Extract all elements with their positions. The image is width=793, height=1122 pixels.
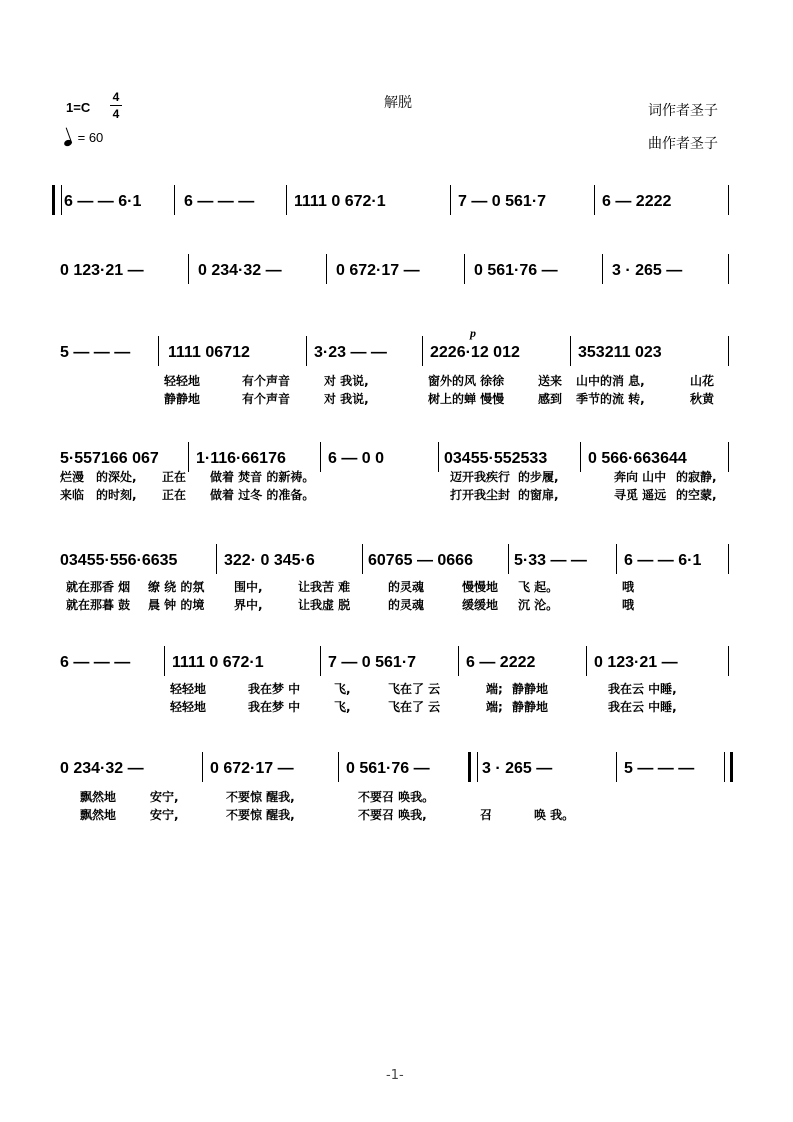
measure: 5 — — — <box>60 344 131 361</box>
lyric: 轻轻地 <box>170 700 207 714</box>
barline <box>602 254 603 284</box>
lyric: 轻轻地 <box>164 374 201 388</box>
measure: 5 — — — <box>624 760 695 777</box>
barline <box>728 185 729 215</box>
score-row-2 <box>58 262 730 292</box>
measure: 1·116·66176 <box>196 450 286 467</box>
lyric: 让我苦 难 <box>298 580 351 594</box>
lyric: 围中, <box>234 580 263 594</box>
lyric: 的步履, <box>518 470 559 484</box>
lyricist-credit: 词作者圣子 <box>648 103 718 119</box>
lyric: 有个声音 <box>242 392 291 406</box>
measure: 60765 — 0666 <box>368 552 473 569</box>
barline <box>362 544 363 574</box>
measure: 0 672·17 — <box>336 262 420 279</box>
lyric: 我在云 中睡, <box>608 682 677 696</box>
measure: 0 566·663644 <box>588 450 687 467</box>
lyric: 迈开我疾行 <box>450 470 511 484</box>
barline <box>202 752 203 782</box>
lyric: 静静地 <box>512 700 549 714</box>
lyric: 不要惊 醒我, <box>226 808 295 822</box>
lyric: 树上的蝉 慢慢 <box>428 392 505 406</box>
measure: 1111 0 672·1 <box>172 654 264 671</box>
time-signature-bar <box>110 105 122 106</box>
barline <box>728 646 729 676</box>
lyric: 季节的流 转, <box>576 392 645 406</box>
lyric: 慢慢地 <box>462 580 499 594</box>
lyric: 飘然地 <box>80 808 117 822</box>
barline <box>188 254 189 284</box>
measure: 03455·552533 <box>444 450 548 467</box>
lyric: 轻轻地 <box>170 682 207 696</box>
lyric: 召 <box>480 808 493 822</box>
barline <box>306 336 307 366</box>
lyric: 安宁, <box>150 808 179 822</box>
barline <box>570 336 571 366</box>
measure: 0 234·32 — <box>60 760 144 777</box>
lyric: 飞, <box>334 682 351 696</box>
score-row-6 <box>58 654 730 714</box>
measure: 7 — 0 561·7 <box>458 193 547 210</box>
measure: 322· 0 345·6 <box>224 552 315 569</box>
barline <box>586 646 587 676</box>
lyric: 对 我说, <box>324 392 369 406</box>
barline <box>286 185 287 215</box>
lyric: 飞 起。 <box>518 580 559 594</box>
barline <box>438 442 439 472</box>
barline <box>728 254 729 284</box>
measure: 6 — — — <box>184 193 255 210</box>
lyric: 秋黄 <box>690 392 715 406</box>
barline <box>594 185 595 215</box>
barline <box>158 336 159 366</box>
score-row-1 <box>58 193 730 223</box>
measure: 6 — 0 0 <box>328 450 385 467</box>
lyric: 端; <box>486 682 503 696</box>
lyric: 窗外的风 徐徐 <box>428 374 505 388</box>
measure: 0 561·76 — <box>474 262 558 279</box>
lyric: 的空蒙, <box>676 488 717 502</box>
barline <box>728 442 729 472</box>
measure: 6 — — 6·1 <box>64 193 142 210</box>
lyric: 的时刻, <box>96 488 137 502</box>
lyric: 哦 <box>622 598 635 612</box>
barline <box>338 752 339 782</box>
barline <box>174 185 175 215</box>
measure: 0 672·17 — <box>210 760 294 777</box>
lyric: 山花 <box>690 374 715 388</box>
measure: 3·23 — — <box>314 344 387 361</box>
barline <box>728 336 729 366</box>
lyric: 端; <box>486 700 503 714</box>
barline <box>188 442 189 472</box>
measure: 1111 0 672·1 <box>294 193 386 210</box>
lyric: 奔向 山中 <box>614 470 667 484</box>
barline <box>450 185 451 215</box>
lyric: 的寂静, <box>676 470 717 484</box>
barline <box>422 336 423 366</box>
measure: 5·33 — — <box>514 552 587 569</box>
lyric: 不要召 唤我, <box>358 808 427 822</box>
measure: 03455·556·6635 <box>60 552 178 569</box>
measure: 0 123·21 — <box>594 654 678 671</box>
measure: 3 · 265 — <box>482 760 553 777</box>
lyric: 沉 沦。 <box>518 598 559 612</box>
lyric: 不要召 唤我。 <box>358 790 435 804</box>
lyric: 界中, <box>234 598 263 612</box>
dynamic-marking: p <box>470 326 476 340</box>
barline <box>326 254 327 284</box>
lyric: 唤 我。 <box>534 808 575 822</box>
lyric: 烂漫 <box>60 470 85 484</box>
lyric: 缓缓地 <box>462 598 499 612</box>
lyric: 静静地 <box>164 392 201 406</box>
lyric: 静静地 <box>512 682 549 696</box>
lyric: 的灵魂 <box>388 598 425 612</box>
barline <box>616 544 617 574</box>
score-row-5 <box>58 552 730 612</box>
lyric: 晨 钟 的境 <box>148 598 205 612</box>
lyric: 的窗扉, <box>518 488 559 502</box>
time-signature <box>110 90 122 121</box>
barline <box>464 254 465 284</box>
repeat-end-barline <box>468 752 478 782</box>
lyric: 飞, <box>334 700 351 714</box>
barline <box>616 752 617 782</box>
measure: 0 123·21 — <box>60 262 144 279</box>
song-title: 解脱 <box>384 95 412 111</box>
measure: 353211 023 <box>578 344 662 361</box>
barline <box>458 646 459 676</box>
barline <box>320 646 321 676</box>
score-row-3 <box>58 326 730 406</box>
lyric: 做着 焚音 的新祷。 <box>210 470 315 484</box>
page-number: -1- <box>386 1068 404 1083</box>
lyric: 正在 <box>162 470 187 484</box>
lyric: 安宁, <box>150 790 179 804</box>
measure: 5·557166 067 <box>60 450 159 467</box>
barline <box>320 442 321 472</box>
lyric: 让我虚 脱 <box>298 598 351 612</box>
measure: 6 — 2222 <box>466 654 536 671</box>
lyric: 我在梦 中 <box>248 700 301 714</box>
lyric: 寻觅 遥远 <box>614 488 667 502</box>
barline <box>728 544 729 574</box>
key-signature: 1=C <box>66 100 91 115</box>
lyric: 我在云 中睡, <box>608 700 677 714</box>
measure: 6 — — 6·1 <box>624 552 702 569</box>
lyric: 缭 绕 的氛 <box>148 580 205 594</box>
quarter-note-icon <box>63 139 73 147</box>
time-signature-bottom: 4 <box>112 107 120 121</box>
measure: 0 561·76 — <box>346 760 430 777</box>
lyric: 就在那香 烟 <box>66 580 131 594</box>
lyric: 的深处, <box>96 470 137 484</box>
measure: 3 · 265 — <box>612 262 683 279</box>
repeat-start-barline <box>52 185 62 215</box>
barline <box>164 646 165 676</box>
barline <box>216 544 217 574</box>
measure: 6 — — — <box>60 654 131 671</box>
tempo-value: = 60 <box>77 130 104 145</box>
lyric: 送来 <box>538 374 563 388</box>
tempo-marking <box>64 130 103 145</box>
score-row-7 <box>58 760 730 822</box>
measure: 7 — 0 561·7 <box>328 654 417 671</box>
lyric: 对 我说, <box>324 374 369 388</box>
score-row-4 <box>58 450 730 502</box>
lyric: 就在那暮 鼓 <box>66 598 131 612</box>
lyric: 的灵魂 <box>388 580 425 594</box>
lyric: 哦 <box>622 580 635 594</box>
lyric: 打开我尘封 <box>450 488 511 502</box>
lyric: 山中的消 息, <box>576 374 645 388</box>
measure: 2226·12 012 <box>430 344 520 361</box>
lyric: 飘然地 <box>80 790 117 804</box>
time-signature-top: 4 <box>112 90 120 104</box>
lyric: 不要惊 醒我, <box>226 790 295 804</box>
barline <box>508 544 509 574</box>
lyric: 来临 <box>60 488 85 502</box>
lyric: 飞在了 云 <box>388 700 441 714</box>
composer-credit: 曲作者圣子 <box>648 136 718 152</box>
lyric: 正在 <box>162 488 187 502</box>
lyric: 做着 过冬 的准备。 <box>210 488 315 502</box>
final-barline <box>724 752 733 782</box>
measure: 0 234·32 — <box>198 262 282 279</box>
lyric: 有个声音 <box>242 374 291 388</box>
lyric: 我在梦 中 <box>248 682 301 696</box>
barline <box>580 442 581 472</box>
lyric: 飞在了 云 <box>388 682 441 696</box>
measure: 1111 06712 <box>168 344 250 361</box>
measure: 6 — 2222 <box>602 193 672 210</box>
lyric: 感到 <box>538 392 563 406</box>
